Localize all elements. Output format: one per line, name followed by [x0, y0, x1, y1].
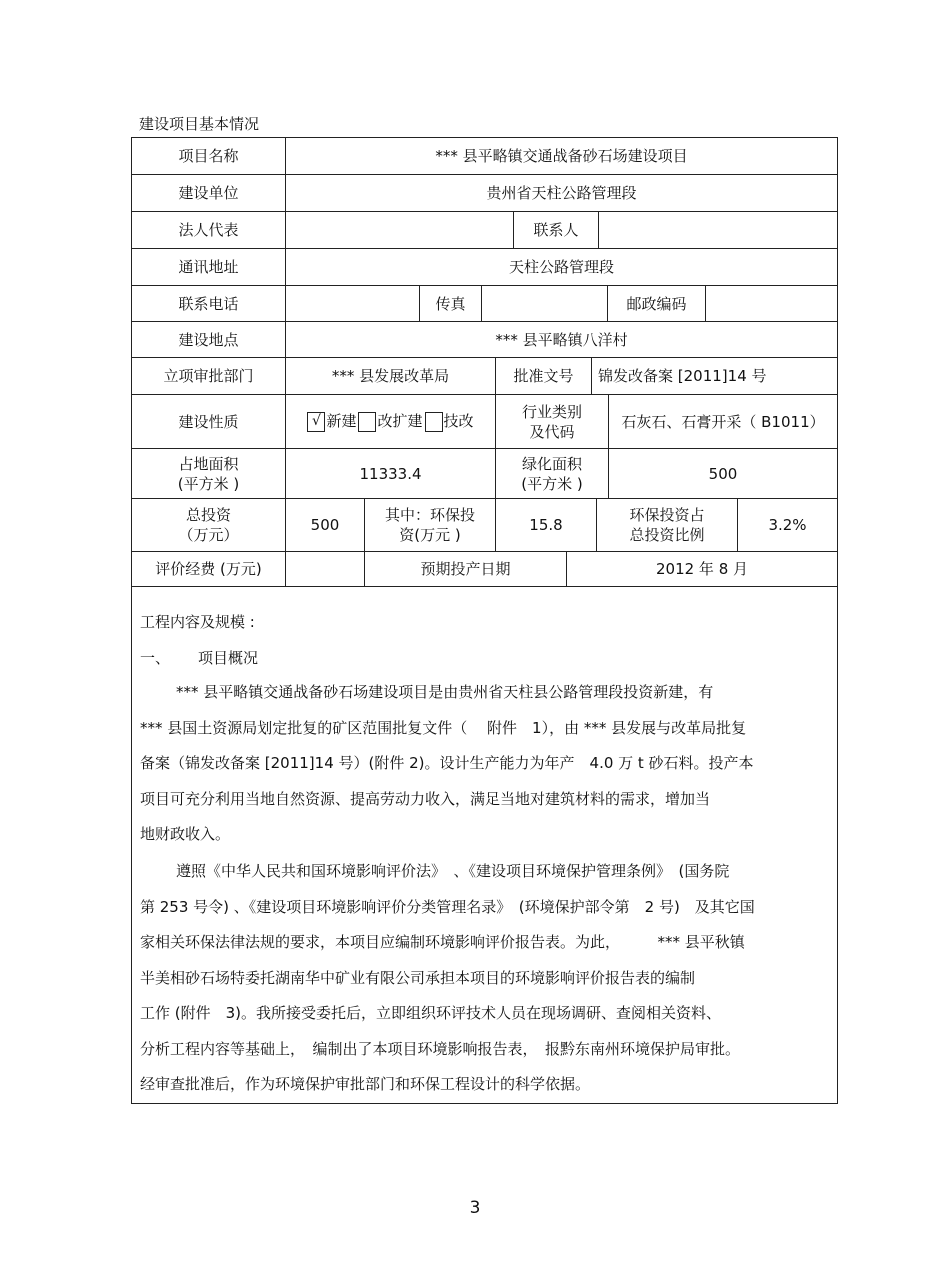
nature-label-tech: 技改	[443, 412, 474, 431]
project-info-table	[131, 137, 838, 587]
label-fax: 传真	[419, 286, 481, 321]
row-location	[131, 321, 838, 357]
row-fee	[131, 551, 838, 587]
value-area: 11333.4	[285, 449, 495, 498]
label-invest-line2: （万元）	[178, 526, 239, 544]
paragraph-line: *** 县国土资源局划定批复的矿区范围批复文件（ 附件 1），由 *** 县发展与改革局批复	[140, 718, 747, 737]
label-ratio	[596, 499, 737, 551]
value-env-invest: 15.8	[495, 499, 596, 551]
paragraph-line: 工作 (附件 3)。我所接受委托后，立即组织环评技术人员在现场调研、查阅相关资料、	[140, 1004, 722, 1022]
value-location: *** 县平略镇八洋村	[285, 322, 837, 357]
paragraph-line: 项目可充分利用当地自然资源、提高劳动力收入，满足当地对建筑材料的需求，增加当	[140, 789, 711, 808]
value-legal-rep	[285, 212, 513, 248]
label-green-line2: (平方米 )	[521, 474, 583, 493]
label-industry-line1: 行业类别	[521, 402, 582, 421]
value-address: 天柱公路管理段	[285, 249, 837, 285]
subsection-title	[140, 647, 258, 668]
row-legal	[131, 211, 838, 248]
label-env-invest-line2: 资(万元 )	[399, 526, 461, 544]
label-location: 建设地点	[178, 330, 239, 349]
paragraph-overview	[140, 675, 830, 853]
label-env-invest-line1: 其中：环保投	[384, 506, 475, 524]
label-invest-line1: 总投资	[185, 506, 231, 524]
paragraph-regulations	[140, 854, 830, 1103]
nature-option-tech	[425, 411, 474, 432]
paragraph-line: 家相关环保法律法规的要求，本项目应编制环境影响评价报告表。为此， *** 县平秋镇	[140, 933, 745, 951]
label-env-invest	[364, 499, 495, 551]
row-approval	[131, 357, 838, 394]
label-ratio-line2: 总投资比例	[629, 526, 705, 544]
value-approval-no: 锦发改备案 [2011]14 号	[591, 358, 839, 394]
row-address	[131, 248, 838, 285]
nature-label-expand: 改扩建	[377, 412, 423, 431]
value-approval-dept: *** 县发展改革局	[285, 358, 495, 394]
subsection-label: 项目概况	[198, 649, 259, 667]
row-project-name	[131, 137, 838, 174]
label-fee: 评价经费 (万元)	[155, 560, 262, 578]
row-unit	[131, 174, 838, 211]
value-project-name: *** 县平略镇交通战备砂石场建设项目	[285, 138, 837, 174]
row-area	[131, 448, 838, 498]
row-nature	[131, 394, 838, 448]
value-date: 2012 年 8 月	[566, 552, 837, 586]
label-contact: 联系人	[513, 212, 598, 248]
subsection-number: 一、	[140, 649, 171, 667]
paragraph-line: 地财政收入。	[140, 825, 231, 843]
value-phone	[285, 286, 419, 321]
paragraph-line: 第 253 号令) 、《建设项目环境影响评价分类管理名录》 (环境保护部令第 2 号) 及其它国	[140, 897, 755, 916]
label-phone: 联系电话	[178, 294, 239, 313]
label-green	[495, 449, 608, 498]
label-invest	[132, 499, 285, 551]
paragraph-line: 经审查批准后，作为环境保护审批部门和环保工程设计的科学依据。	[140, 1075, 591, 1093]
value-invest: 500	[285, 499, 364, 551]
page-heading: 建设项目基本情况	[139, 115, 260, 133]
paragraph-line: 遵照《中华人民共和国环境影响评价法》 、《建设项目环境保护管理条例》 (国务院	[176, 862, 730, 880]
label-unit: 建设单位	[178, 184, 239, 202]
nature-options	[285, 395, 495, 448]
paragraph-line: 半美相砂石场特委托湖南华中矿业有限公司承担本项目的环境影响评价报告表的编制	[140, 968, 696, 987]
label-nature: 建设性质	[178, 412, 239, 431]
label-ratio-line1: 环保投资占	[629, 506, 705, 524]
label-approval-no: 批准文号	[495, 358, 591, 394]
value-ratio: 3.2%	[737, 499, 837, 551]
label-date: 预期投产日期	[364, 552, 566, 586]
checkbox-tech[interactable]	[425, 412, 443, 432]
section-title: 工程内容及规模 :	[140, 613, 255, 631]
value-industry: 石灰石、石膏开采（ B1011）	[608, 395, 837, 448]
label-green-line1: 绿化面积	[521, 454, 582, 473]
checkbox-expand[interactable]	[358, 412, 376, 432]
label-area	[132, 449, 285, 498]
paragraph-line: 备案（锦发改备案 [2011]14 号）(附件 2)。设计生产能力为年产 4.0 万 t 砂石料。投产本	[140, 754, 754, 772]
value-green: 500	[608, 449, 837, 498]
nature-label-new: 新建	[326, 412, 357, 431]
nature-option-new	[307, 411, 356, 432]
row-invest	[131, 498, 838, 551]
label-postcode: 邮政编码	[607, 286, 705, 321]
label-address: 通讯地址	[178, 258, 239, 276]
label-industry-line2: 及代码	[529, 422, 575, 441]
label-industry	[495, 395, 608, 448]
value-fee	[285, 552, 364, 586]
page-number: 3	[469, 1198, 481, 1218]
paragraph-line: 分析工程内容等基础上， 编制出了本项目环境影响报告表， 报黔东南州环境保护局审批。	[140, 1039, 741, 1058]
label-approval-dept: 立项审批部门	[163, 367, 254, 385]
project-content-section	[131, 587, 838, 1104]
value-contact	[598, 212, 837, 248]
label-area-line1: 占地面积	[178, 454, 239, 473]
nature-option-expand	[358, 411, 422, 432]
row-phone	[131, 285, 838, 321]
paragraph-line: *** 县平略镇交通战备砂石场建设项目是由贵州省天柱县公路管理段投资新建，有	[176, 683, 714, 701]
label-area-line2: (平方米 )	[177, 474, 240, 493]
checkbox-new[interactable]: √	[307, 412, 325, 432]
value-fax	[481, 286, 607, 321]
value-unit: 贵州省天柱公路管理段	[285, 175, 837, 211]
label-legal-rep: 法人代表	[178, 221, 239, 239]
label-project-name: 项目名称	[178, 147, 239, 165]
value-postcode	[705, 286, 837, 321]
